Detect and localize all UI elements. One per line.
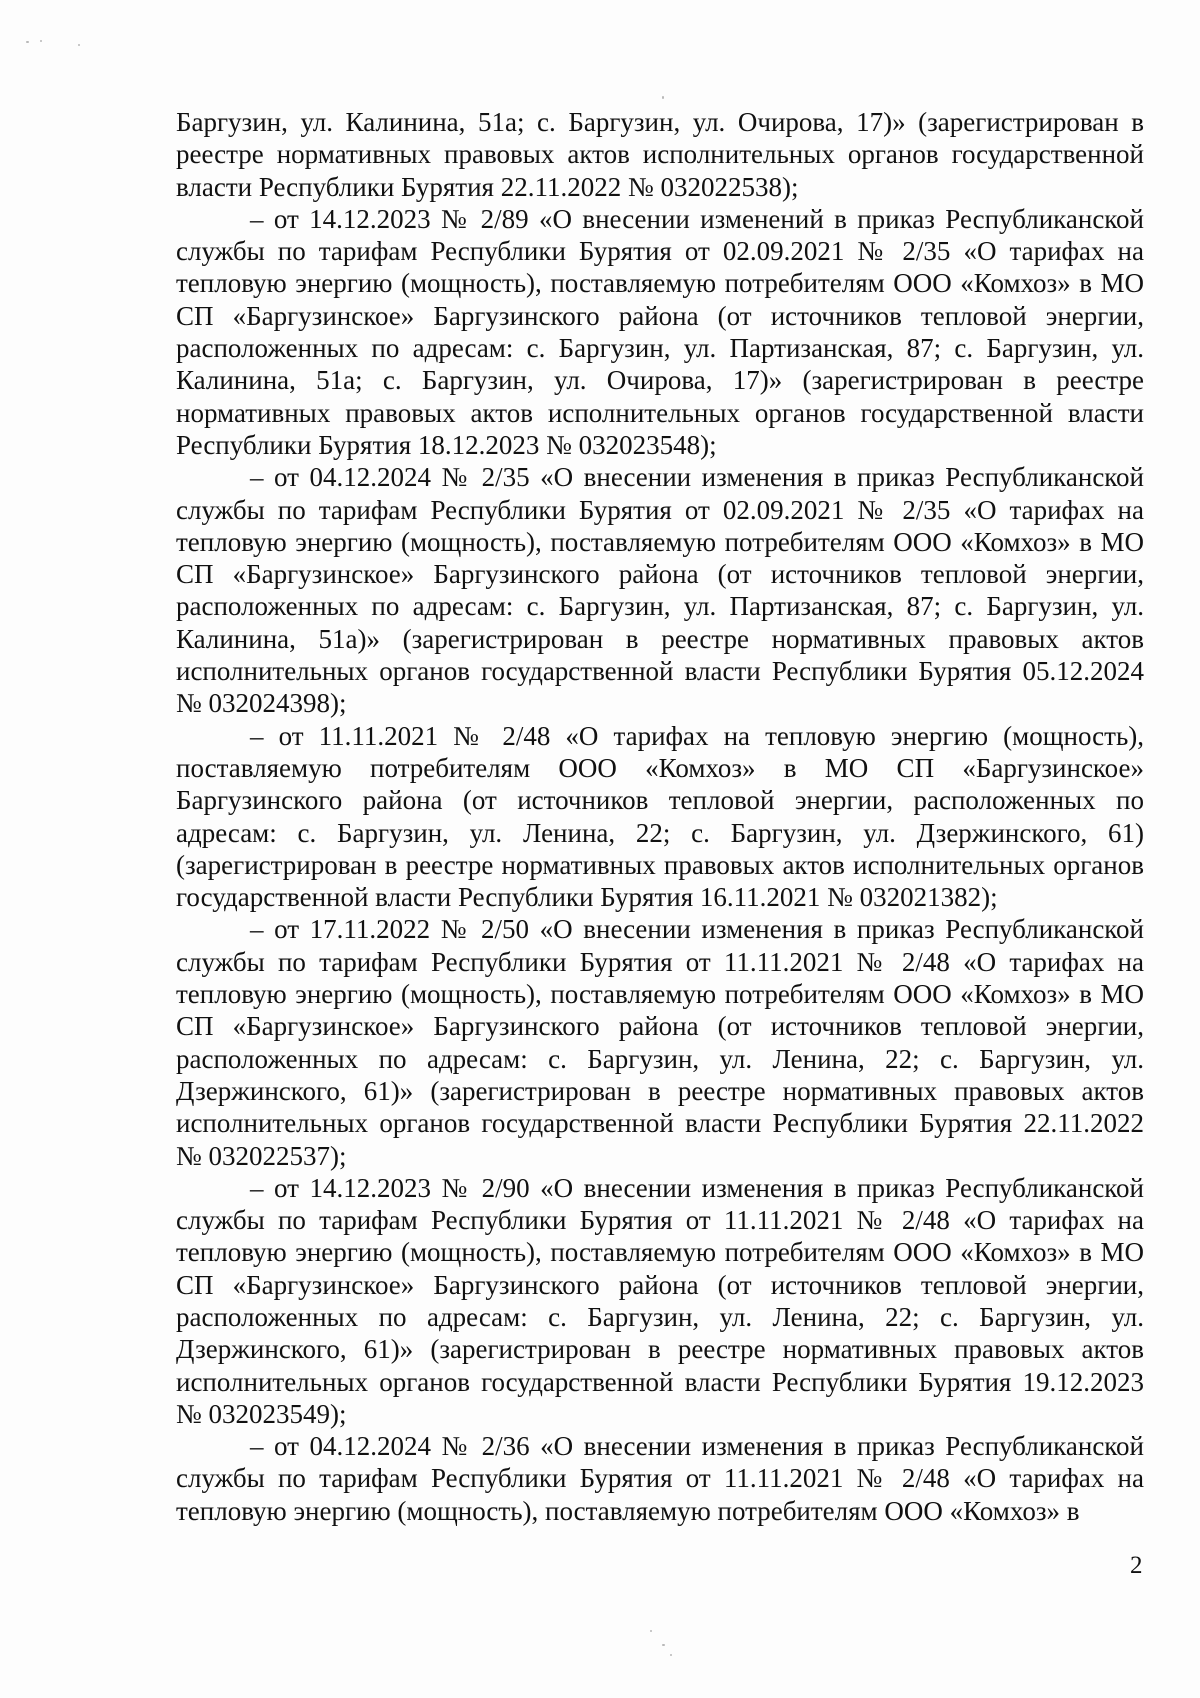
scan-speck <box>40 40 42 42</box>
paragraph: – от 04.12.2024 № 2/35 «О внесении изменения в приказ Республиканской службы по тарифам Республики Бурятия от 02.09.2021 № 2/35 «О тарифах на тепловую энергию (мощность), поставляемую потребителям ООО «Комхоз» в МО СП «Баргузинское» Баргузинского района (от источников тепловой энергии, расположенных по адресам: с. Баргузин, ул. Партизанская, 87; с. Баргузин, ул. Калинина, 51а)» (зарегистрирован в реестре нормативных правовых актов исполнительных органов государственной власти Республики Бурятия 05.12.2024 № 032024398); <box>176 462 1144 719</box>
paragraph: – от 14.12.2023 № 2/89 «О внесении изменений в приказ Республиканской службы по тарифам Республики Бурятия от 02.09.2021 № 2/35 «О тарифах на тепловую энергию (мощность), поставляемую потребителям ООО «Комхоз» в МО СП «Баргузинское» Баргузинского района (от источников тепловой энергии, расположенных по адресам: с. Баргузин, ул. Партизанская, 87; с. Баргузин, ул. Калинина, 51а; с. Баргузин, ул. Очирова, 17)» (зарегистрирован в реестре нормативных правовых актов исполнительных органов государственной власти Республики Бурятия 18.12.2023 № 032023548); <box>176 203 1144 460</box>
paragraph: – от 04.12.2024 № 2/36 «О внесении изменения в приказ Республиканской службы по тарифам Республики Бурятия от 11.11.2021 № 2/48 «О тарифах на тепловую энергию (мощность), поставляемую потребителям ООО «Комхоз» в <box>176 1431 1144 1526</box>
document-body <box>176 106 1144 1527</box>
paragraph: – от 17.11.2022 № 2/50 «О внесении изменения в приказ Республиканской службы по тарифам Республики Бурятия от 11.11.2021 № 2/48 «О тарифах на тепловую энергию (мощность), поставляемую потребителям ООО «Комхоз» в МО СП «Баргузинское» Баргузинского района (от источников тепловой энергии, расположенных по адресам: с. Баргузин, ул. Ленина, 22; с. Баргузин, ул. Дзержинского, 61)» (зарегистрирован в реестре нормативных правовых актов исполнительных органов государственной власти Республики Бурятия 22.11.2022 № 032022537); <box>176 914 1144 1171</box>
paragraph: – от 14.12.2023 № 2/90 «О внесении изменения в приказ Республиканской службы по тарифам Республики Бурятия от 11.11.2021 № 2/48 «О тарифах на тепловую энергию (мощность), поставляемую потребителям ООО «Комхоз» в МО СП «Баргузинское» Баргузинского района (от источников тепловой энергии, расположенных по адресам: с. Баргузин, ул. Ленина, 22; с. Баргузин, ул. Дзержинского, 61)» (зарегистрирован в реестре нормативных правовых актов исполнительных органов государственной власти Республики Бурятия 19.12.2023 № 032023549); <box>176 1172 1144 1429</box>
scan-speck <box>662 1644 665 1646</box>
paragraph: – от 11.11.2021 № 2/48 «О тарифах на тепловую энергию (мощность), поставляемую потребителям ООО «Комхоз» в МО СП «Баргузинское» Баргузинского района (от источников тепловой энергии, расположенных по адресам: с. Баргузин, ул. Ленина, 22; с. Баргузин, ул. Дзержинского, 61) (зарегистрирован в реестре нормативных правовых актов исполнительных органов государственной власти Республики Бурятия 16.11.2021 № 032021382); <box>176 720 1144 913</box>
page-number: 2 <box>1130 1552 1143 1579</box>
scan-speck <box>670 1654 672 1656</box>
scan-speck <box>26 41 29 43</box>
scan-speck <box>78 44 80 46</box>
paragraph: Баргузин, ул. Калинина, 51а; с. Баргузин, ул. Очирова, 17)» (зарегистрирован в реестре нормативных правовых актов исполнительных органов государственной власти Республики Бурятия 22.11.2022 № 032022538); <box>176 107 1144 202</box>
scan-speck <box>650 1630 652 1632</box>
scan-speck <box>662 96 664 99</box>
